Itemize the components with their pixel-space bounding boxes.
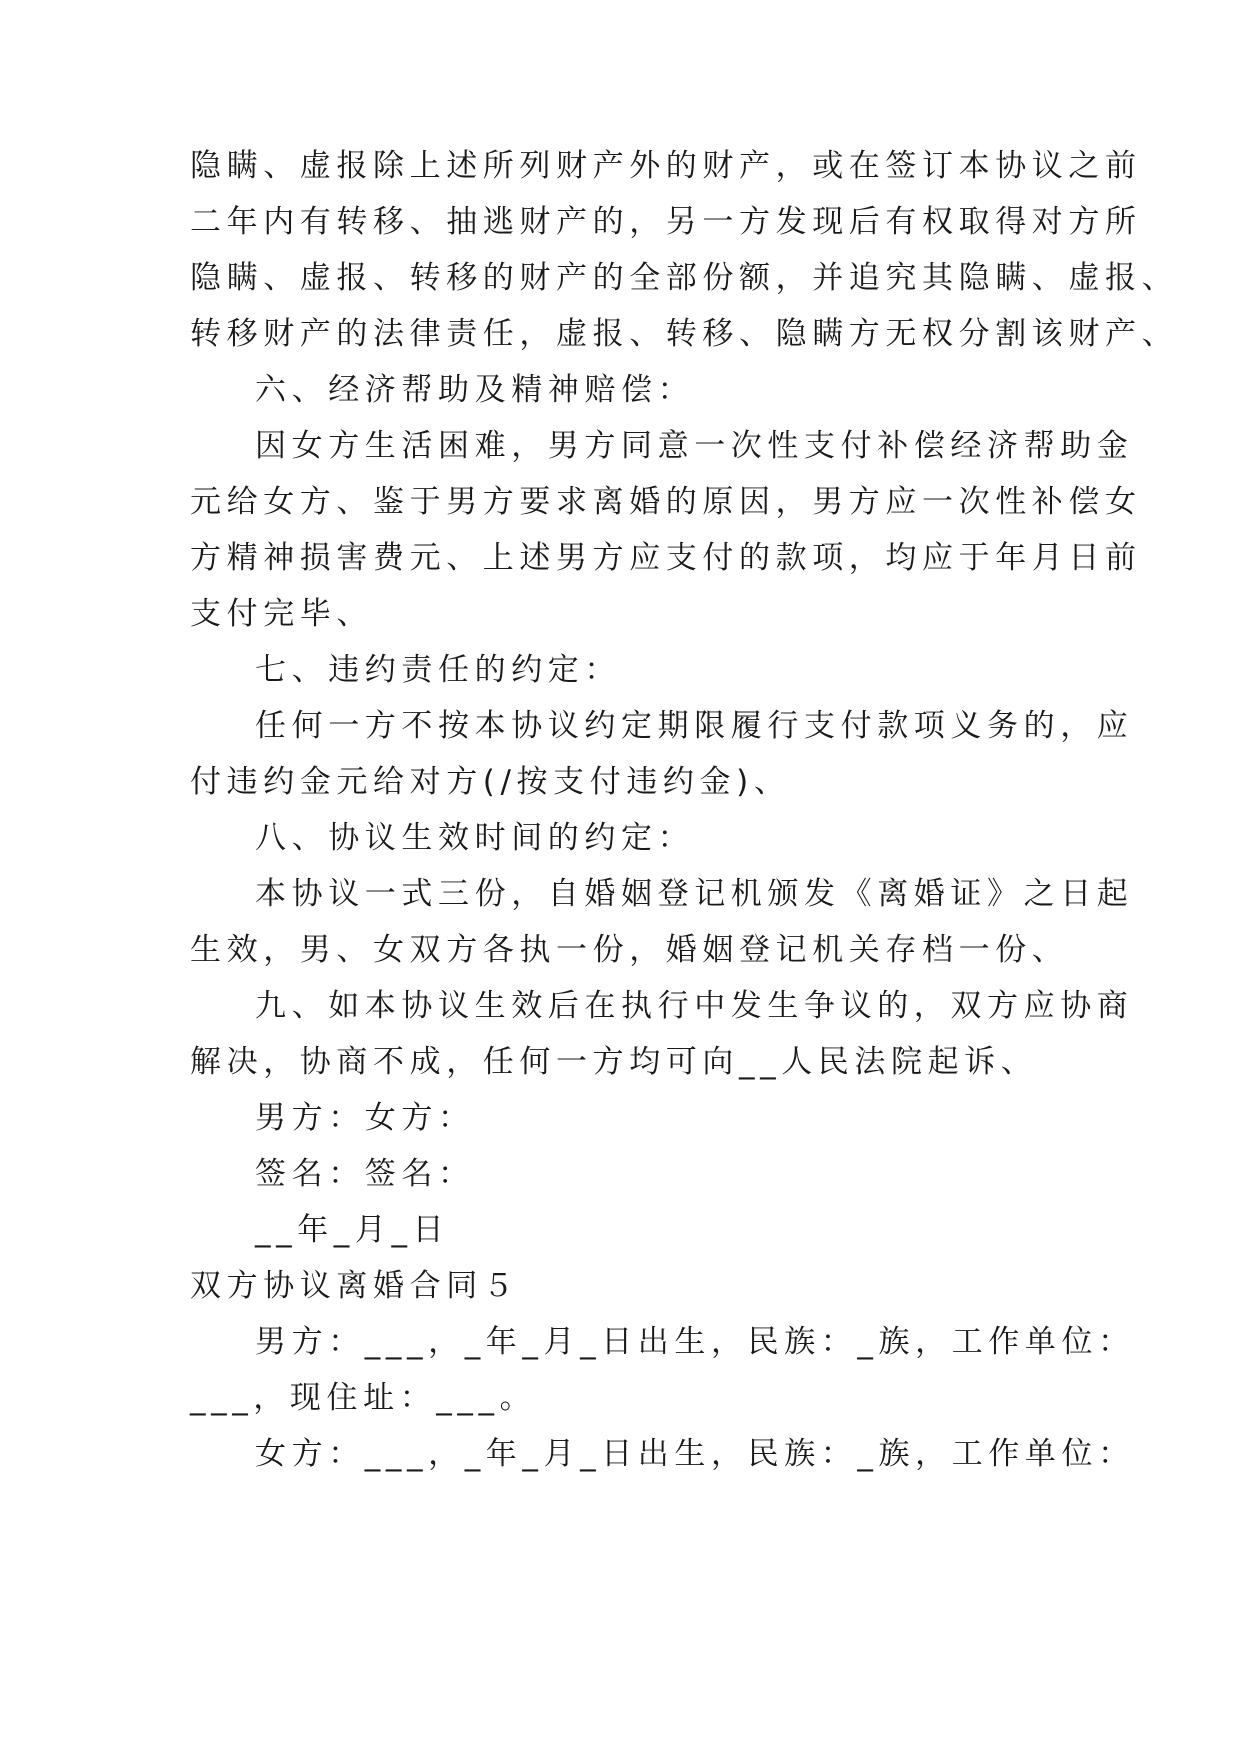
- paragraph-line: 隐瞒、虚报除上述所列财产外的财产，或在签订本协议之前: [190, 148, 1142, 184]
- section-heading-6: 六、经济帮助及精神赔偿：: [255, 372, 695, 408]
- female-party-info: 女方：___，_年_月_日出生，民族：_族，工作单位：: [255, 1436, 1135, 1472]
- signature-labels: 签名：签名：: [255, 1156, 475, 1192]
- male-party-info: 男方：___，_年_月_日出生，民族：_族，工作单位：: [255, 1324, 1135, 1360]
- paragraph-line: 本协议一式三份，自婚姻登记机颁发《离婚证》之日起: [255, 876, 1134, 912]
- paragraph-line: 二年内有转移、抽逃财产的，另一方发现后有权取得对方所: [190, 204, 1142, 240]
- party-labels: 男方：女方：: [255, 1100, 475, 1136]
- paragraph-line: 隐瞒、虚报、转移的财产的全部份额，并追究其隐瞒、虚报、: [190, 260, 1179, 296]
- paragraph-line: 付违约金元给对方(/按支付违约金)、: [190, 764, 791, 800]
- paragraph-line: 因女方生活困难，男方同意一次性支付补偿经济帮助金: [255, 428, 1134, 464]
- paragraph-line: 任何一方不按本协议约定期限履行支付款项义务的，应: [255, 708, 1134, 744]
- paragraph-line: 方精神损害费元、上述男方应支付的款项，均应于年月日前: [190, 540, 1142, 576]
- section-heading-7: 七、违约责任的约定：: [255, 652, 621, 688]
- paragraph-line: 支付完毕、: [190, 596, 373, 632]
- paragraph-line: 生效，男、女双方各执一份，婚姻登记机关存档一份、: [190, 932, 1069, 968]
- paragraph-line: 元给女方、鉴于男方要求离婚的原因，男方应一次性补偿女: [190, 484, 1142, 520]
- paragraph-line: 解决，协商不成，任何一方均可向__人民法院起诉、: [190, 1044, 1038, 1080]
- paragraph-line: 转移财产的法律责任，虚报、转移、隐瞒方无权分割该财产、: [190, 316, 1179, 352]
- section-heading-9: 九、如本协议生效后在执行中发生争议的，双方应协商: [255, 988, 1134, 1024]
- section-heading-8: 八、协议生效时间的约定：: [255, 820, 695, 856]
- document-title: 双方协议离婚合同５: [190, 1268, 520, 1304]
- date-line: __年_月_日: [255, 1212, 450, 1248]
- male-party-info-continued: ___，现住址：___。: [190, 1380, 537, 1416]
